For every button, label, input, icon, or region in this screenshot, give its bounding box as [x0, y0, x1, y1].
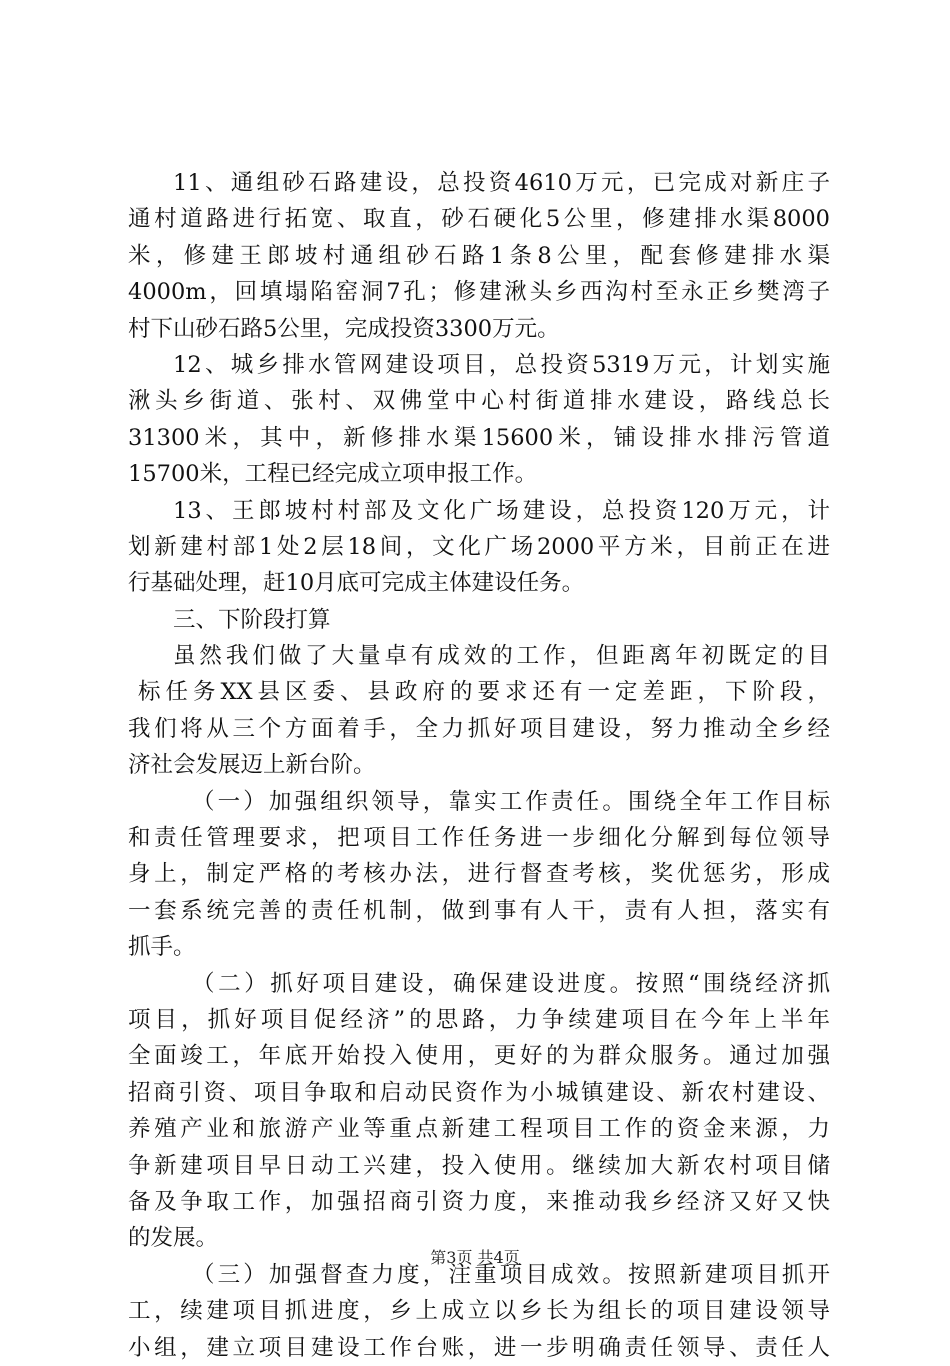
paragraph-12-line: 12、城乡排水管网建设项目，总投资5319万元，计划实施	[173, 351, 830, 378]
paragraph-item-2-line: （二）抓好项目建设，确保建设进度。按照“围绕经济抓	[192, 970, 830, 997]
section-heading: 三、下阶段打算	[173, 606, 331, 633]
paragraph-item-2-line: 备及争取工作，加强招商引资力度，来推动我乡经济又好又快	[128, 1188, 830, 1215]
paragraph-13-line: 13、王郎坡村村部及文化广场建设，总投资120万元，计	[173, 497, 830, 524]
paragraph-item-1-line: 和责任管理要求，把项目工作任务进一步细化分解到每位领导	[128, 825, 830, 852]
paragraph-intro-line: 标任务XX县区委、县政府的要求还有一定差距，下阶段，	[138, 679, 830, 706]
paragraph-intro-line: 虽然我们做了大量卓有成效的工作，但距离年初既定的目	[173, 643, 830, 670]
paragraph-12-line: 15700米，工程已经完成立项申报工作。	[128, 461, 538, 488]
paragraph-item-2-line: 养殖产业和旅游产业等重点新建工程项目工作的资金来源，力	[128, 1116, 830, 1143]
paragraph-item-3-line: （三）加强督查力度，注重项目成效。按照新建项目抓开	[192, 1261, 830, 1288]
paragraph-item-3-line: 小组，建立项目建设工作台账，进一步明确责任领导、责任人	[128, 1334, 830, 1361]
paragraph-13-line: 划新建村部1处2层18间，文化广场2000平方米，目前正在进	[128, 533, 830, 560]
paragraph-item-2-line: 项目，抓好项目促经济”的思路，力争续建项目在今年上半年	[128, 1006, 830, 1033]
paragraph-intro-line: 济社会发展迈上新台阶。	[128, 752, 376, 779]
paragraph-12-line: 湫头乡街道、张村、双佛堂中心村街道排水建设，路线总长	[128, 388, 830, 415]
paragraph-11-line: 通村道路进行拓宽、取直，砂石硬化5公里，修建排水渠8000	[128, 206, 830, 233]
paragraph-12-line: 31300米，其中，新修排水渠15600米，铺设排水排污管道	[128, 424, 830, 451]
paragraph-item-3-line: 工，续建项目抓进度，乡上成立以乡长为组长的项目建设领导	[128, 1298, 830, 1325]
paragraph-item-2-line: 的发展。	[128, 1225, 219, 1252]
paragraph-item-2-line: 招商引资、项目争取和启动民资作为小城镇建设、新农村建设、	[128, 1079, 830, 1106]
paragraph-item-1-line: 身上，制定严格的考核办法，进行督查考核，奖优惩劣，形成	[128, 861, 830, 888]
paragraph-11-line: 4000m，回填塌陷窑洞7孔；修建湫头乡西沟村至永正乡樊湾子	[128, 279, 830, 306]
paragraph-item-2-line: 全面竣工，年底开始投入使用，更好的为群众服务。通过加强	[128, 1043, 830, 1070]
paragraph-intro-line: 我们将从三个方面着手，全力抓好项目建设，努力推动全乡经	[128, 715, 830, 742]
paragraph-item-1-line: 抓手。	[128, 934, 196, 961]
paragraph-11-line: 村下山砂石路5公里，完成投资3300万元。	[128, 315, 560, 342]
document-body	[128, 165, 830, 1366]
paragraph-11-line: 11、通组砂石路建设，总投资4610万元，已完成对新庄子	[173, 170, 830, 196]
paragraph-11-line: 米，修建王郎坡村通组砂石路1条8公里，配套修建排水渠	[128, 242, 830, 269]
paragraph-13-line: 行基础处理，赶10月底可完成主体建设任务。	[128, 570, 585, 597]
paragraph-item-1-line: （一）加强组织领导，靠实工作责任。围绕全年工作目标	[192, 788, 830, 815]
paragraph-item-2-line: 争新建项目早日动工兴建，投入使用。继续加大新农村项目储	[128, 1152, 830, 1179]
paragraph-item-1-line: 一套系统完善的责任机制，做到事有人干，责有人担，落实有	[128, 897, 830, 924]
page-number-footer: 第3页 共4页	[430, 1248, 520, 1267]
